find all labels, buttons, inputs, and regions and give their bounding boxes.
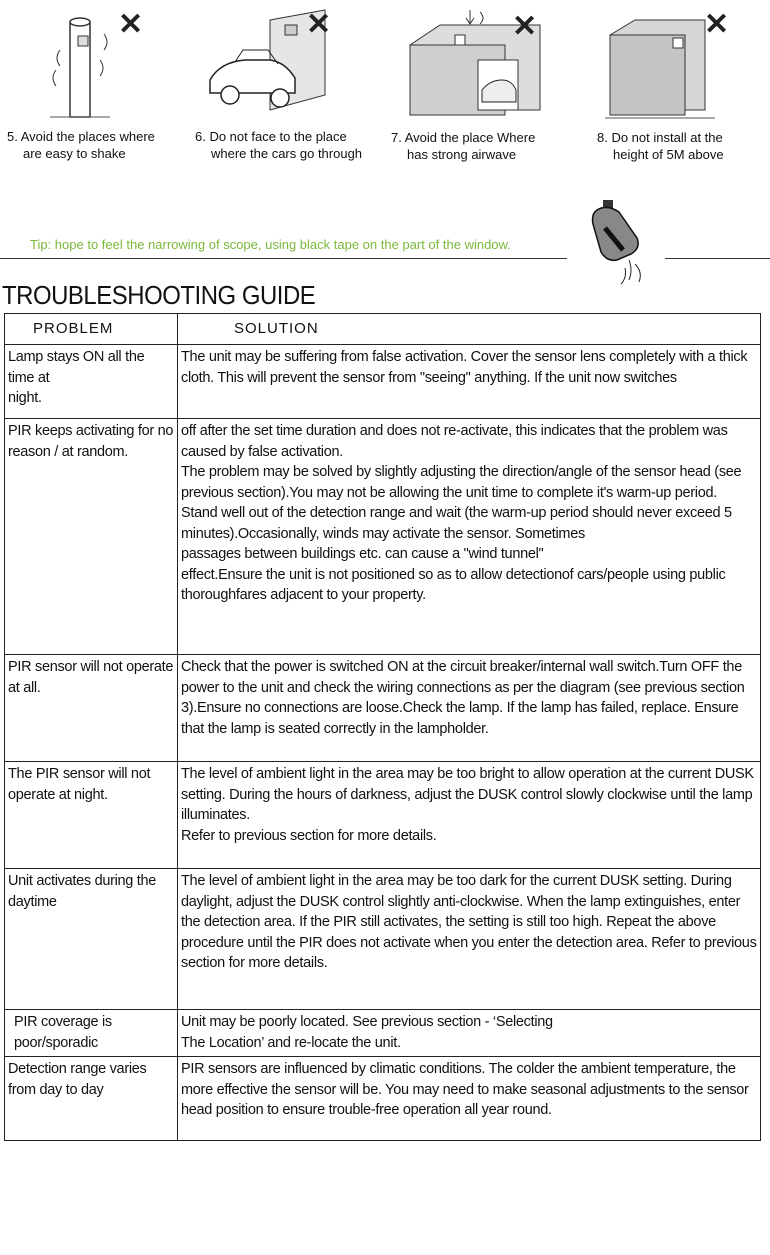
pir-sensor-icon bbox=[585, 198, 660, 286]
solution-cell: Check that the power is switched ON at the circuit breaker/internal wall switch.Turn OFF the power to the unit and check the wiring connections as per the diagram (see previous section 3).Ensure no connections are loose.Check the lamp. If the lamp has failed, replace. Ensure that the lamp is seated correctly in the lampholder. bbox=[178, 655, 761, 762]
table-row bbox=[5, 762, 761, 869]
avoid-mark-1: ✕ bbox=[118, 8, 144, 41]
solution-cell: Unit may be poorly located. See previous section - ‘Selecting The Location’ and re-locate the unit. bbox=[178, 1010, 761, 1057]
tip-text: Tip: hope to feel the narrowing of scope, using black tape on the part of the window. bbox=[30, 237, 511, 252]
table-row bbox=[5, 869, 761, 1010]
caption-height: 8. Do not install at the height of 5M above bbox=[597, 130, 724, 162]
table-row bbox=[5, 1010, 761, 1057]
troubleshooting-table bbox=[4, 313, 761, 1141]
guide-title: TROUBLESHOOTING GUIDE bbox=[2, 280, 316, 310]
table-header-row bbox=[5, 314, 761, 345]
caption-cars: 6. Do not face to the place where the cars go through bbox=[195, 129, 363, 161]
problem-cell: Lamp stays ON all the time at night. bbox=[5, 345, 178, 419]
tall-building-icon bbox=[595, 0, 770, 125]
problem-cell: PIR sensor will not operate at all. bbox=[5, 655, 178, 762]
table-row bbox=[5, 1057, 761, 1141]
illustration-building bbox=[595, 0, 770, 125]
solution-cell: PIR sensors are influenced by climatic conditions. The colder the ambient temperature, the more effective the sensor will be. You may need to make seasonal adjustments to the sensor head position to ensure trouble-free operation all year round. bbox=[178, 1057, 761, 1141]
solution-cell: off after the set time duration and does not re-activate, this indicates that the problem was caused by false activation. The problem may be solved by slightly adjusting the direction/angle of the sensor head (see previous section).You may not be allowing the unit time to complete it's warm-up period. Stand well out of the detection range and wait (the warm-up period should never exceed 5 minutes).Occasionally, winds may activate the sensor. Sometimes passages between buildings etc. can cause a "wind tunnel" effect.Ensure the unit is not positioned so as to allow detectionof cars/people using public thoroughfares adjacent to your property. bbox=[178, 419, 761, 655]
table-row bbox=[5, 655, 761, 762]
car-icon bbox=[200, 0, 380, 125]
avoid-mark-3: ✕ bbox=[512, 10, 538, 43]
table-row bbox=[5, 345, 761, 419]
caption-shake: 5. Avoid the places where are easy to shake bbox=[7, 129, 155, 161]
sensor-taped-illustration bbox=[585, 198, 660, 286]
illustration-car bbox=[200, 0, 380, 125]
illustration-shaking-pole bbox=[20, 0, 200, 125]
solution-cell: The unit may be suffering from false activation. Cover the sensor lens completely with a thick cloth. This will prevent the sensor from "seeing" anything. If the unit now switches bbox=[178, 345, 761, 419]
problem-cell: PIR keeps activating for no reason / at random. bbox=[5, 419, 178, 655]
problem-cell: PIR coverage is poor/sporadic bbox=[5, 1010, 178, 1057]
solution-cell: The level of ambient light in the area may be too bright to allow operation at the current DUSK setting. During the hours of darkness, adjust the DUSK control slowly clockwise until the lamp illuminates. Refer to previous section for more details. bbox=[178, 762, 761, 869]
header-problem: PROBLEM bbox=[5, 314, 178, 345]
avoid-mark-2: ✕ bbox=[306, 8, 332, 41]
illustration-garage bbox=[400, 0, 580, 125]
problem-cell: Unit activates during the daytime bbox=[5, 869, 178, 1010]
caption-airwave: 7. Avoid the place Where has strong airwave bbox=[391, 130, 536, 162]
header-solution: SOLUTION bbox=[178, 314, 761, 345]
problem-cell: The PIR sensor will not operate at night. bbox=[5, 762, 178, 869]
shaking-pole-icon bbox=[20, 0, 200, 125]
table-row bbox=[5, 419, 761, 655]
tip-divider-right bbox=[665, 258, 770, 259]
avoid-mark-4: ✕ bbox=[704, 8, 730, 41]
problem-cell: Detection range varies from day to day bbox=[5, 1057, 178, 1141]
solution-cell: The level of ambient light in the area may be too dark for the current DUSK setting. During daylight, adjust the DUSK control slightly anti-clockwise. When the lamp extinguishes, enter the detection area. If the PIR still activates, the setting is still too high. Repeat the above procedure until the PIR does not activate when you enter the detection area. Refer to previous section for more details. bbox=[178, 869, 761, 1010]
garage-airflow-icon bbox=[400, 0, 580, 125]
tip-divider-left bbox=[0, 258, 567, 259]
